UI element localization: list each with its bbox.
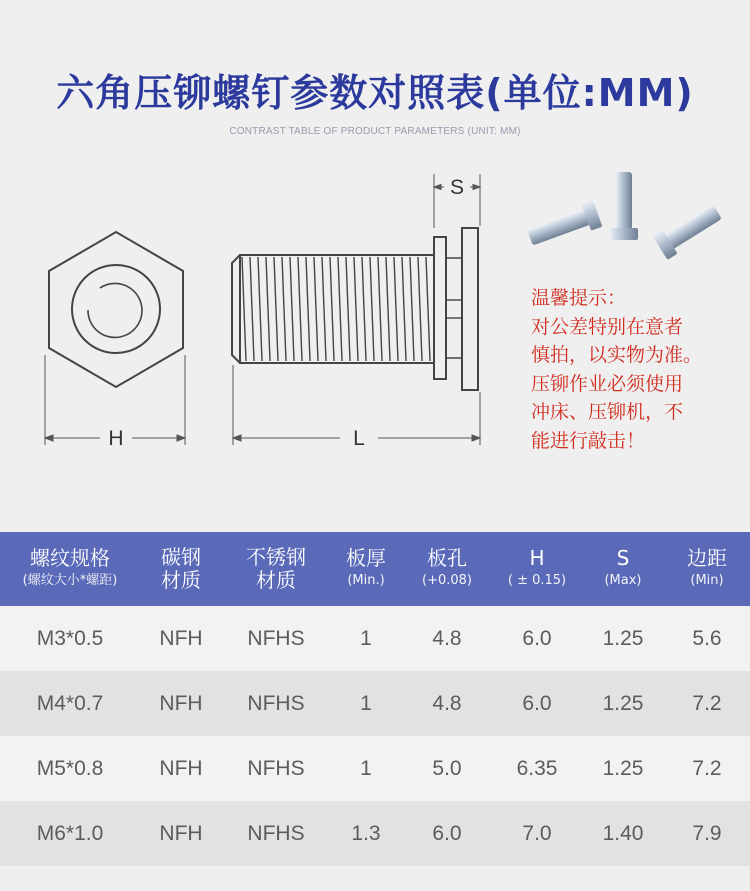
- cell-edge-distance: 7.2: [664, 671, 750, 736]
- header-carbon-steel: [140, 532, 222, 606]
- dimension-s-label: S: [449, 176, 465, 199]
- notice-text: [531, 284, 746, 455]
- cell-s: 1.25: [582, 736, 664, 801]
- thread-arc: [88, 283, 142, 337]
- screw-technical-drawing: [0, 160, 520, 460]
- cell-edge-distance: 7.2: [664, 736, 750, 801]
- cell-hole-size: 6.0: [402, 801, 492, 866]
- notice-line: 冲床、压铆机，不: [531, 401, 684, 423]
- cell-h: 6.0: [492, 606, 582, 671]
- hex-head-circle: [72, 265, 160, 353]
- header-sheet-thickness: [330, 532, 402, 606]
- flange-neck: [446, 258, 462, 358]
- cell-h: 6.35: [492, 736, 582, 801]
- header-sub: (Min): [690, 572, 724, 588]
- header-main: 螺纹规格: [30, 545, 110, 570]
- table-row: [0, 736, 750, 801]
- cell-thread-spec: M3*0.5: [0, 606, 140, 671]
- header-h: [492, 532, 582, 606]
- cell-thread-spec: M4*0.7: [0, 671, 140, 736]
- header-sub: (Min.): [347, 572, 385, 588]
- header-sub: (+0.08): [422, 572, 472, 588]
- cell-carbon-steel: NFH: [140, 736, 222, 801]
- cell-carbon-steel: NFH: [140, 801, 222, 866]
- cell-h: 7.0: [492, 801, 582, 866]
- header-stainless-steel: [222, 532, 330, 606]
- cell-edge-distance: 5.6: [664, 606, 750, 671]
- page-subtitle: CONTRAST TABLE OF PRODUCT PARAMETERS (UNIT: MM): [229, 126, 521, 137]
- cell-carbon-steel: NFH: [140, 671, 222, 736]
- cell-h: 6.0: [492, 671, 582, 736]
- cell-edge-distance: 7.9: [664, 801, 750, 866]
- header-s: [582, 532, 664, 606]
- table-row: [0, 606, 750, 671]
- header-hole-size: [402, 532, 492, 606]
- cell-stainless-steel: NFHS: [222, 606, 330, 671]
- screw-left-icon: [525, 200, 602, 251]
- page-title: 六角压铆螺钉参数对照表(单位:MM): [56, 71, 694, 115]
- cell-sheet-thickness: 1.3: [330, 801, 402, 866]
- screw-right-icon: [653, 200, 726, 260]
- cell-s: 1.25: [582, 671, 664, 736]
- header-sub: (Max): [604, 572, 642, 588]
- cell-stainless-steel: NFHS: [222, 671, 330, 736]
- cell-hole-size: 4.8: [402, 606, 492, 671]
- product-photo-screws: [520, 160, 750, 270]
- header-sub: (螺纹大小*螺距): [22, 572, 118, 588]
- cell-sheet-thickness: 1: [330, 671, 402, 736]
- cell-thread-spec: M5*0.8: [0, 736, 140, 801]
- notice-line: 压铆作业必须使用: [531, 372, 684, 395]
- cell-stainless-steel: NFHS: [222, 736, 330, 801]
- header-sub: 材质: [256, 568, 296, 592]
- notice-line: 温馨提示：: [531, 287, 627, 309]
- header-main: 不锈钢: [246, 545, 306, 569]
- table-row: [0, 671, 750, 736]
- cell-sheet-thickness: 1: [330, 736, 402, 801]
- header-sub: ( ± 0.15): [507, 572, 567, 588]
- flange-right: [462, 228, 478, 390]
- header-main: 板孔: [427, 545, 467, 570]
- header-main: 板厚: [346, 545, 386, 570]
- table-row: [0, 801, 750, 866]
- cell-s: 1.25: [582, 606, 664, 671]
- screw-middle-icon: [610, 172, 638, 240]
- table-header-row: [0, 532, 750, 606]
- parameter-table: [0, 532, 750, 866]
- cell-hole-size: 4.8: [402, 671, 492, 736]
- header-main: H: [529, 545, 545, 570]
- header-edge-distance: [664, 532, 750, 606]
- header-main: S: [616, 545, 630, 570]
- cell-carbon-steel: NFH: [140, 606, 222, 671]
- notice-line: 能进行敲击！: [531, 429, 646, 452]
- header-thread-spec: [0, 532, 140, 606]
- dimension-h-label: H: [108, 427, 124, 450]
- dimension-l-label: L: [353, 427, 365, 450]
- cell-stainless-steel: NFHS: [222, 801, 330, 866]
- notice-line: 对公差特别在意者: [531, 315, 684, 338]
- header-main: 边距: [687, 545, 727, 570]
- cell-s: 1.40: [582, 801, 664, 866]
- cell-sheet-thickness: 1: [330, 606, 402, 671]
- notice-line: 慎拍，以实物为准。: [531, 344, 703, 366]
- header-sub: 材质: [161, 568, 201, 592]
- header-main: 碳钢: [161, 545, 201, 569]
- cell-hole-size: 5.0: [402, 736, 492, 801]
- cell-thread-spec: M6*1.0: [0, 801, 140, 866]
- hex-head-outline: [49, 232, 183, 387]
- flange-left: [434, 237, 446, 379]
